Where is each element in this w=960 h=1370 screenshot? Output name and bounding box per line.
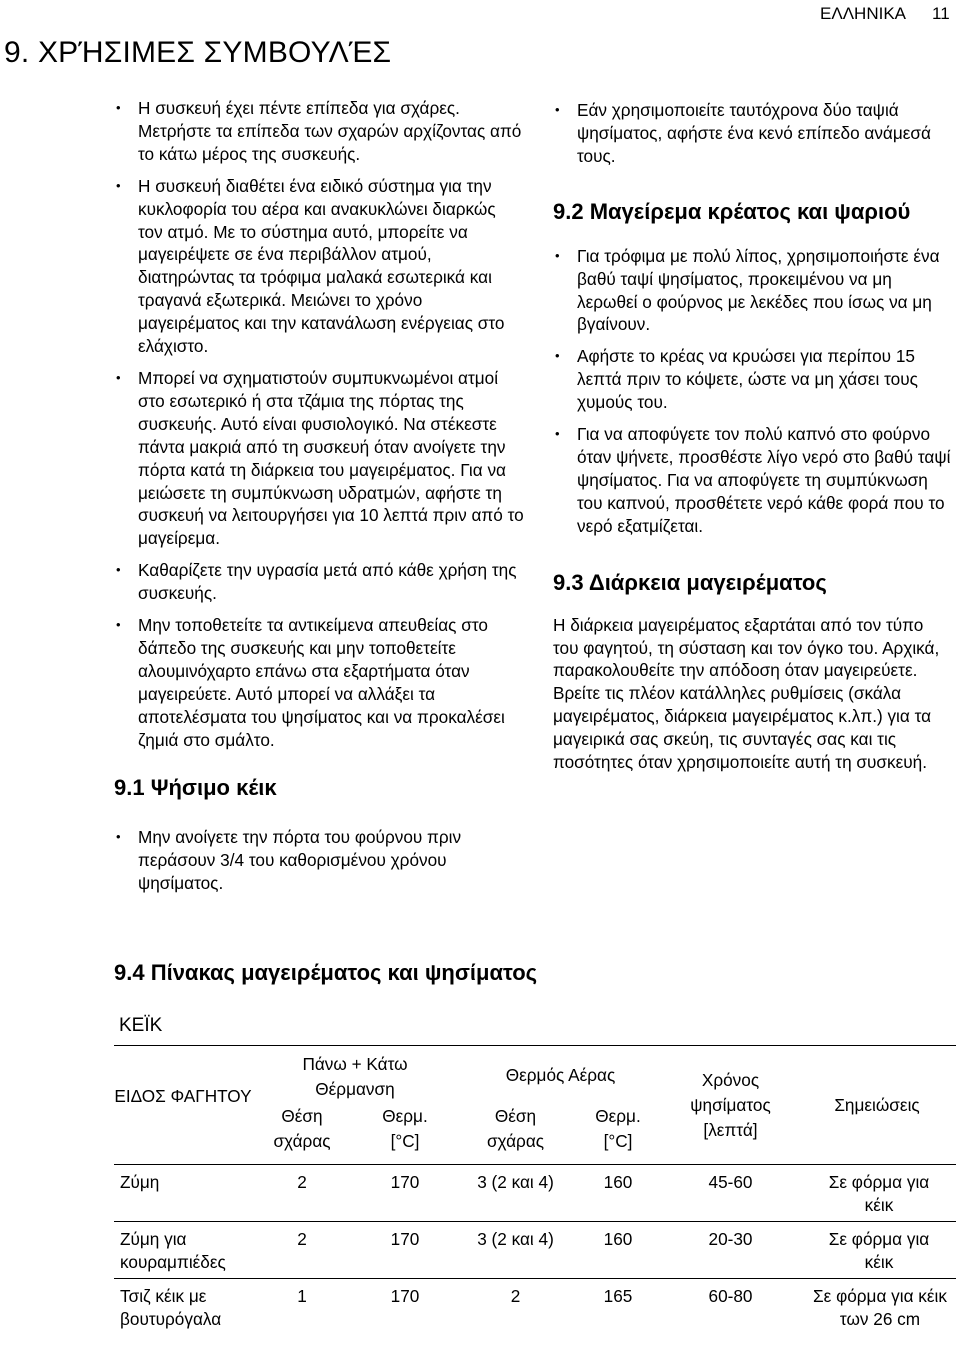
chapter-title: 9. ΧΡΉΣΙΜΕΣ ΣΥΜΒΟΥΛΈΣ	[4, 36, 392, 69]
cell-ha-temp: 165	[603, 1285, 633, 1306]
cell-time: 45-60	[708, 1172, 753, 1192]
col-header-food: ΕΙΔΟΣ ΦΑΓΗΤΟΥ	[114, 1086, 252, 1106]
col-header-tb-temp: Θερμ. [°C]	[382, 1106, 428, 1151]
left-column	[114, 97, 524, 904]
col-header-top-bottom-heat: Πάνω + Κάτω Θέρμανση	[302, 1054, 408, 1099]
col-header-ha-temp: Θερμ. [°C]	[595, 1106, 641, 1151]
section-heading-9-3: 9.3 Διάρκεια μαγειρέματος	[553, 569, 827, 595]
cell-food: Τσιζ κέικ με βουτυρόγαλα	[120, 1285, 222, 1329]
cell-tb-temp: 170	[390, 1172, 420, 1192]
section-heading-9-2: 9.2 Μαγείρεμα κρέατος και ψαριού	[553, 198, 911, 224]
cell-time: 60-80	[708, 1285, 753, 1306]
list-item: • Για να αποφύγετε τον πολύ καπνό στο φούρνο όταν ψήνετε, προσθέστε λίγο νερό στο βαθύ ταψί ψησίματος. Για να αποφύγετε τη συμπύκνωση του καπνού, προσθέτετε νερό κάθε φορά που το νερό εξατμίζεται.	[555, 424, 951, 536]
list-item: • Για τρόφιμα με πολύ λίπος, χρησιμοποιήστε ένα βαθύ ταψί ψησίματος, προκειμένου να μη λερωθεί ο φούρνος με λεκέδες που ίσως να μη βγαίνουν.	[555, 245, 940, 335]
section-heading-9-4: 9.4 Πίνακας μαγειρέματος και ψησίματος	[114, 960, 538, 985]
section-9-1-bullet-list	[114, 826, 524, 895]
bullet-icon: •	[555, 426, 560, 442]
cell-food: Ζύμη για κουραμπιέδες	[120, 1228, 226, 1272]
right-column	[553, 99, 953, 774]
cell-notes: Σε φόρμα για κέικ	[828, 1228, 930, 1272]
intro-bullet-list	[114, 97, 524, 751]
list-item: • Η συσκευή έχει πέντε επίπεδα για σχάρες. Μετρήστε τα επίπεδα των σχαρών αρχίζοντας από το κάτω μέρος της συσκευής.	[116, 98, 522, 164]
list-item: • Η συσκευή διαθέτει ένα ειδικό σύστημα για την κυκλοφορία του αέρα και ανακυκλώνει διαρκώς τον ατμό. Με το σύστημα αυτό, μπορείτε να μαγειρέψετε σε ένα περιβάλλον ατμού, διατηρώντας τα τρόφιμα μαλακά εσωτερικά και τραγανά εξωτερικά. Μειώνει το χρόνο μαγειρέματος και την κατανάλωση ενέργειας στο ελάχιστο.	[116, 175, 505, 357]
cell-tb-shelf: 2	[297, 1172, 307, 1192]
bullet-icon: •	[116, 562, 121, 578]
cell-tb-shelf: 2	[297, 1228, 307, 1249]
bullet-icon: •	[555, 348, 560, 364]
list-item: • Μπορεί να σχηματιστούν συμπυκνωμένοι ατμοί στο εσωτερικό ή στα τζάμια της πόρτας της συσκευής. Αυτό είναι φυσιολογικό. Να στέκεστε πάντα μακριά από τη συσκευή όταν ανοίγετε την πόρτα κατά τη διάρκεια του μαγειρέματος. Για να μειώσετε τη συμπύκνωση υδρατμών, αφήστε τη συσκευή να λειτουργήσει για 10 λεπτά πριν από το μαγείρεμα.	[116, 367, 524, 549]
list-item: • Μην τοποθετείτε τα αντικείμενα απευθείας στο δάπεδο της συσκευής και μην τοποθετείτε αλουμινόχαρτο επάνω στα εξαρτήματα όταν μαγειρεύετε. Αυτό μπορεί να αλλάξει τα αποτελέσματα του ψησίματος και να προκαλέσει ζημιά στο σμάλτο.	[116, 615, 505, 750]
col-header-time: Χρόνος ψησίματος [λεπτά]	[690, 1069, 771, 1140]
right-top-bullet-list	[553, 99, 953, 168]
cell-ha-temp: 160	[603, 1172, 633, 1192]
cooking-table	[114, 1045, 956, 1334]
cell-ha-shelf: 2	[510, 1285, 521, 1306]
list-item: • Μην ανοίγετε την πόρτα του φούρνου πριν περάσουν 3/4 του καθορισμένου χρόνου ψησίματος.	[116, 827, 462, 894]
table-row	[114, 1221, 956, 1278]
list-item: • Καθαρίζετε την υγρασία μετά από κάθε χρήση της συσκευής.	[116, 560, 517, 604]
bullet-icon: •	[116, 617, 121, 633]
bullet-icon: •	[555, 247, 560, 263]
section-heading-9-1: 9.1 Ψήσιμο κέικ	[114, 775, 277, 801]
cell-notes: Σε φόρμα για κέικ	[828, 1172, 930, 1215]
section-9-2-bullet-list	[553, 245, 953, 538]
page-number: 11	[932, 4, 950, 23]
cell-tb-shelf: 1	[297, 1285, 307, 1306]
col-header-ha-shelf: Θέση σχάρας	[486, 1106, 545, 1151]
table-row	[114, 1165, 956, 1222]
cell-notes: Σε φόρμα για κέικ των 26 cm	[813, 1285, 947, 1329]
col-header-notes: Σημειώσεις	[834, 1094, 920, 1115]
cell-ha-shelf: 3 (2 και 4)	[477, 1228, 554, 1249]
bullet-icon: •	[116, 829, 121, 845]
table-row	[114, 1278, 956, 1334]
cell-ha-shelf: 3 (2 και 4)	[477, 1172, 554, 1192]
bullet-icon: •	[116, 100, 121, 115]
col-header-tb-shelf: Θέση σχάρας	[273, 1106, 331, 1151]
col-header-hot-air: Θερμός Αέρας	[505, 1064, 616, 1085]
cell-ha-temp: 160	[603, 1228, 633, 1249]
list-item: • Εάν χρησιμοποιείτε ταυτόχρονα δύο ταψιά ψησίματος, αφήστε ένα κενό επίπεδο ανάμεσά τους.	[555, 100, 931, 166]
section-9-3-paragraph: Η διάρκεια μαγειρέματος εξαρτάται από τον τύπο του φαγητού, τη σύσταση και τον όγκο του. Αρχικά, παρακολουθείτε την απόδοση όταν μαγειρεύετε. Βρείτε τις πλέον κατάλληλες ρυθμίσεις (σκάλα μαγειρέματος, διάρκεια μαγειρέματος κ.λπ.) για τα μαγειρικά σας σκεύη, τις συνταγές σας και τις ποσότητες όταν χρησιμοποιείτε αυτή τη συσκευή.	[553, 614, 940, 773]
bullet-icon: •	[116, 369, 121, 385]
cell-tb-temp: 170	[390, 1285, 420, 1306]
bullet-icon: •	[116, 177, 121, 193]
header-language: ΕΛΛΗΝΙΚΑ	[820, 4, 907, 23]
cell-tb-temp: 170	[390, 1228, 420, 1249]
list-item: • Αφήστε το κρέας να κρυώσει για περίπου 15 λεπτά πριν το κόψετε, ώστε να μη χάσει τους χυμούς του.	[555, 346, 918, 413]
table-subtitle: ΚΕΪΚ	[119, 1015, 163, 1036]
cell-food: Ζύμη	[120, 1172, 160, 1192]
cell-time: 20-30	[708, 1228, 753, 1249]
bullet-icon: •	[555, 102, 560, 117]
